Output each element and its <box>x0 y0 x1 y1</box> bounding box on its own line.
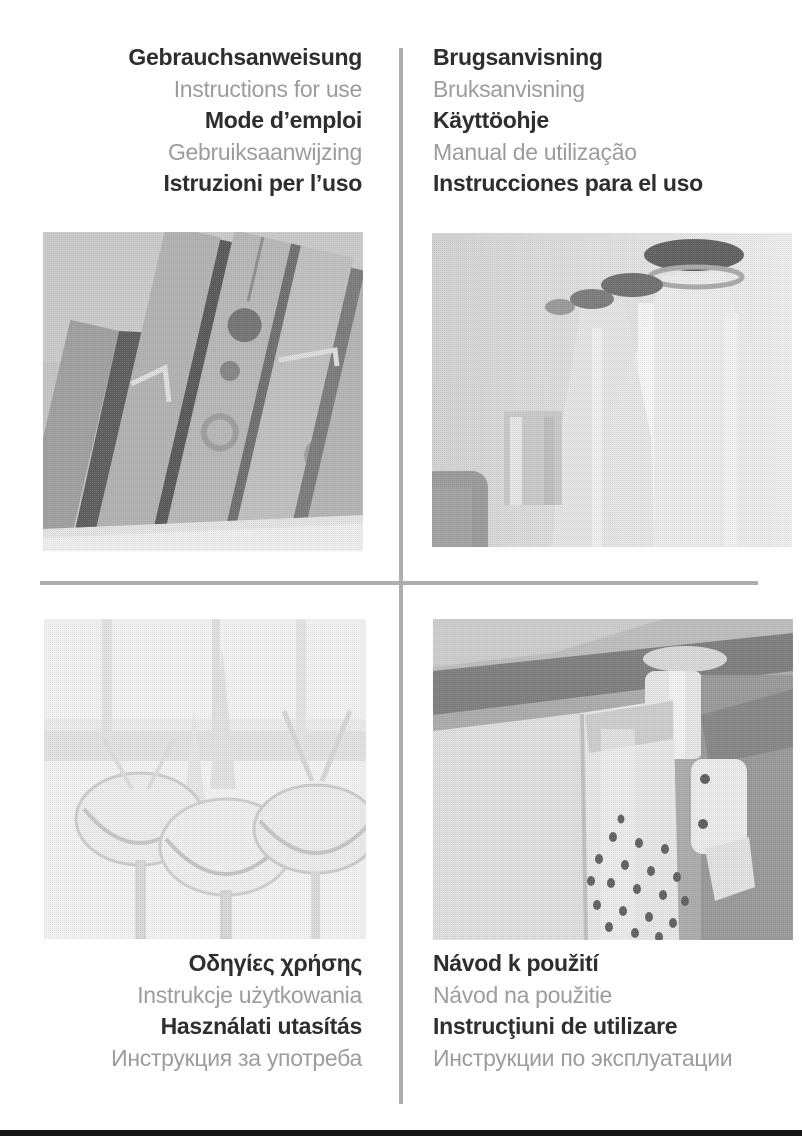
wine-glasses-illustration <box>44 619 366 939</box>
vertical-divider <box>399 48 403 1104</box>
language-block-bottom-left <box>111 948 362 1074</box>
language-label-ru: Инструкции по эксплуатации <box>433 1044 733 1071</box>
language-label-bg: Инструкция за употреба <box>111 1044 362 1071</box>
language-label-en: Instructions for use <box>173 75 362 102</box>
language-block-bottom-right <box>433 948 732 1074</box>
language-block-top-left <box>128 42 362 200</box>
photo-kitchen-container <box>433 619 793 940</box>
language-label-sv: Bruksanvisning <box>433 75 585 102</box>
photo-wine-glasses <box>44 619 366 939</box>
drinking-glass <box>504 411 562 505</box>
language-label-el: Οδηγίες χρήσης <box>188 950 362 976</box>
container-body <box>433 699 679 940</box>
language-label-pl: Instrukcje użytkowania <box>137 981 362 1008</box>
language-label-de: Gebrauchsanweisung <box>128 44 362 70</box>
language-label-fi: Käyttöohje <box>433 107 549 133</box>
kitchen-container-illustration <box>433 619 793 940</box>
milk-bottles-illustration <box>432 233 792 547</box>
language-label-hu: Használati utasítás <box>160 1013 362 1039</box>
language-label-pt: Manual de utilização <box>433 138 637 165</box>
language-label-cs: Návod k použití <box>433 950 599 976</box>
dark-bottle-silhouette <box>432 471 488 547</box>
language-label-it: Istruzioni per l’uso <box>163 170 362 196</box>
photo-milk-bottles <box>432 233 792 547</box>
clothespins-illustration <box>43 232 363 551</box>
language-block-top-right <box>433 42 703 200</box>
language-label-fr: Mode d’emploi <box>204 107 362 133</box>
language-label-nl: Gebruiksaanwijzing <box>167 138 362 165</box>
photo-clothespins <box>43 232 363 551</box>
footer-rule <box>0 1130 802 1136</box>
bottle-bodies <box>552 273 770 547</box>
language-label-es: Instrucciones para el uso <box>433 170 703 196</box>
language-label-sk: Návod na použitie <box>433 981 613 1008</box>
language-label-ro: Instrucţiuni de utilizare <box>433 1013 678 1039</box>
horizontal-divider <box>40 581 758 585</box>
language-label-da: Brugsanvisning <box>433 44 603 70</box>
